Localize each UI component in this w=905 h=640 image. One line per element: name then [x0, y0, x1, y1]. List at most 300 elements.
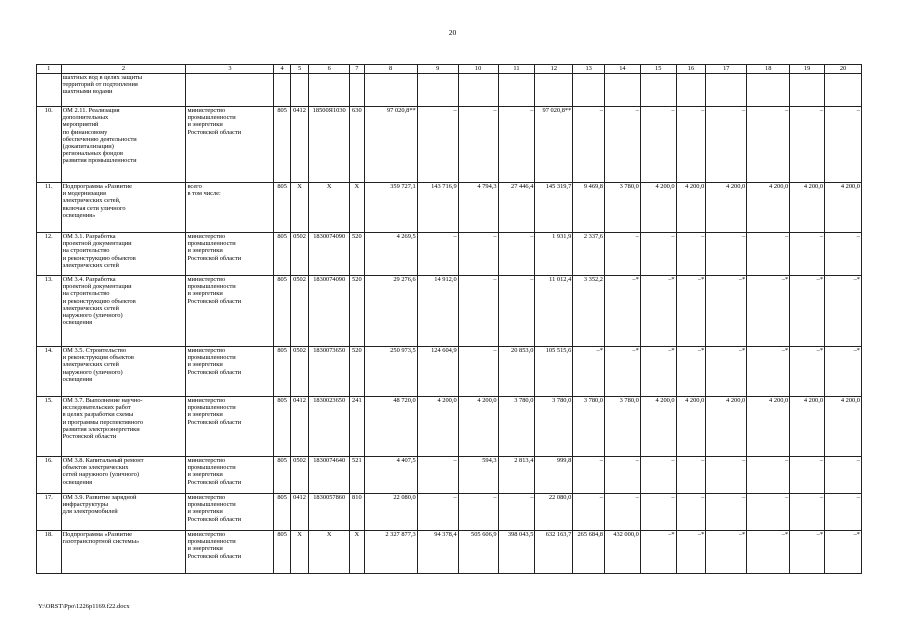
measure-name-line: и программы перспективного [62, 418, 144, 426]
column-number: 12 [535, 65, 573, 74]
executor-line: министерство [187, 494, 226, 501]
amount-cell [364, 74, 417, 107]
amount-cell: 1 931,9 [535, 233, 573, 276]
table-row [37, 494, 862, 531]
amount-cell: – [458, 494, 498, 531]
amount-cell: 4 200,0 [706, 397, 747, 457]
amount-cell: 94 378,4 [417, 531, 458, 574]
measure-name-line: газотранспортной системы» [62, 538, 140, 546]
amount-cell: – [605, 457, 641, 494]
amount-cell: –* [676, 347, 706, 397]
amount-cell: 4 200,0 [706, 183, 747, 233]
amount-cell: – [676, 494, 706, 531]
amount-cell: – [676, 107, 706, 183]
amount-cell: 4 407,5 [364, 457, 417, 494]
amount-cell: 505 606,9 [458, 531, 498, 574]
amount-cell: 22 080,0 [535, 494, 573, 531]
amount-cell: 265 684,8 [573, 531, 605, 574]
amount-cell: – [706, 494, 747, 531]
grbs-code-cell: 805 [274, 233, 290, 276]
executor-line: Ростовской области [187, 515, 242, 523]
amount-cell: 4 200,0 [825, 397, 862, 457]
executor-line: и энергетики [187, 545, 223, 553]
page-number: 20 [448, 28, 457, 37]
measure-name-line: ОМ 3.8. Капитальный ремонт [62, 457, 144, 464]
row-number-cell: 12. [37, 233, 62, 276]
amount-cell: – [676, 233, 706, 276]
amount-cell [790, 74, 825, 107]
section-code-cell: 0412 [290, 494, 308, 531]
amount-cell: 4 200,0 [747, 397, 790, 457]
column-number: 19 [790, 65, 825, 74]
executor-line: министерство [187, 397, 226, 404]
amount-cell: 97 020,8** [535, 107, 573, 183]
amount-cell: – [825, 494, 862, 531]
amount-cell: 3 780,0 [535, 397, 573, 457]
file-path-footer: Y:\ORST\Ppo\1226p1169.f22.docx [38, 603, 130, 610]
amount-cell: –* [706, 531, 747, 574]
measure-name-line: Подпрограмма «Развитие [62, 183, 132, 190]
amount-cell: –* [747, 347, 790, 397]
executor-line: Ростовской области [187, 552, 242, 560]
amount-cell: 359 727,1 [364, 183, 417, 233]
expense-type-cell: 520 [350, 276, 364, 347]
amount-cell: 14 912,0 [417, 276, 458, 347]
amount-cell [535, 74, 573, 107]
section-code-cell: 0412 [290, 397, 308, 457]
measure-name-cell [61, 276, 186, 347]
measure-name-line: по финансовому [62, 128, 108, 136]
measure-name-line: освещения» [62, 211, 96, 219]
amount-cell: –* [676, 531, 706, 574]
executor-line: промышленности [187, 114, 236, 122]
expense-type-cell: 810 [350, 494, 364, 531]
measure-name-line: проектной документации [62, 240, 132, 248]
amount-cell: 2 327 877,3 [364, 531, 417, 574]
expense-type-cell [350, 74, 364, 107]
measure-name-cell [61, 494, 186, 531]
measure-name-line: (докапитализации) [62, 143, 114, 151]
target-article-cell: 1830023650 [309, 397, 350, 457]
amount-cell: 2 337,6 [573, 233, 605, 276]
amount-cell: – [573, 494, 605, 531]
amount-cell: – [605, 107, 641, 183]
row-number-cell: 15. [37, 397, 62, 457]
measure-name-line: электрических сетей [62, 304, 119, 312]
measure-name-line: шахтных вод в целях защиты [62, 74, 143, 81]
amount-cell: – [458, 347, 498, 397]
expense-type-cell: X [350, 531, 364, 574]
amount-cell: 27 446,4 [498, 183, 535, 233]
amount-cell: – [790, 233, 825, 276]
executor-line: Ростовской области [187, 254, 242, 262]
executor-line: в том числе: [187, 190, 221, 198]
amount-cell: – [417, 457, 458, 494]
executor-line: Ростовской области [187, 128, 242, 136]
column-number: 15 [640, 65, 676, 74]
executor-line: всего [187, 183, 202, 190]
amount-cell: –* [706, 276, 747, 347]
amount-cell: –* [790, 276, 825, 347]
row-number-cell: 16. [37, 457, 62, 494]
amount-cell: – [706, 457, 747, 494]
amount-cell: 9 469,8 [573, 183, 605, 233]
measure-name-cell [61, 233, 186, 276]
column-number: 6 [309, 65, 350, 74]
expense-type-cell: 520 [350, 347, 364, 397]
amount-cell: 594,3 [458, 457, 498, 494]
executor-line: Ростовской области [187, 297, 242, 305]
amount-cell: 4 794,3 [458, 183, 498, 233]
amount-cell: 398 043,5 [498, 531, 535, 574]
executor-cell [186, 397, 274, 457]
column-number: 13 [573, 65, 605, 74]
executor-cell [186, 494, 274, 531]
executor-cell [186, 107, 274, 183]
executor-cell [186, 74, 274, 107]
measure-name-line: и модернизация [62, 190, 106, 198]
measure-name-line: электрических сетей, [62, 197, 121, 205]
amount-cell: –* [706, 347, 747, 397]
table-row [37, 233, 862, 276]
amount-cell: –* [825, 276, 862, 347]
column-number: 18 [747, 65, 790, 74]
measure-name-line: и реконструкцию объектов [62, 254, 136, 262]
expense-type-cell: 630 [350, 107, 364, 183]
executor-cell [186, 233, 274, 276]
amount-cell: –* [747, 276, 790, 347]
amount-cell: 48 720,0 [364, 397, 417, 457]
amount-cell: 4 200,0 [676, 397, 706, 457]
amount-cell: 632 163,7 [535, 531, 573, 574]
executor-cell [186, 183, 274, 233]
row-number-cell [37, 74, 62, 107]
amount-cell: – [417, 107, 458, 183]
column-number: 9 [417, 65, 458, 74]
amount-cell: – [640, 494, 676, 531]
amount-cell: – [573, 457, 605, 494]
measure-name-cell [61, 397, 186, 457]
measure-name-line: дополнительных [62, 114, 109, 122]
amount-cell: 3 780,0 [605, 397, 641, 457]
executor-line: министерство [187, 347, 226, 354]
amount-cell: – [747, 457, 790, 494]
measure-name-cell [61, 74, 186, 107]
amount-cell [605, 74, 641, 107]
amount-cell: 3 780,0 [498, 397, 535, 457]
measure-name-line: Подпрограмма «Развитие [62, 531, 132, 538]
section-code-cell: 0502 [290, 347, 308, 397]
row-number-cell: 10. [37, 107, 62, 183]
measure-name-line: обеспечению деятельности [62, 135, 137, 143]
measure-name-cell [61, 107, 186, 183]
executor-line: Ростовской области [187, 478, 242, 486]
executor-line: Ростовской области [187, 368, 242, 376]
executor-line: и энергетики [187, 290, 223, 298]
measure-name-line: сетей наружного (уличного) [62, 471, 139, 479]
amount-cell: – [640, 107, 676, 183]
expense-type-cell: 241 [350, 397, 364, 457]
executor-line: министерство [187, 457, 226, 464]
measure-name-line: освещения [62, 478, 93, 486]
budget-table [36, 64, 862, 574]
amount-cell: 250 973,5 [364, 347, 417, 397]
amount-cell: 105 515,6 [535, 347, 573, 397]
column-number: 7 [350, 65, 364, 74]
amount-cell: 97 020,8** [364, 107, 417, 183]
column-number: 20 [825, 65, 862, 74]
executor-cell [186, 531, 274, 574]
amount-cell: – [417, 233, 458, 276]
amount-cell: 4 200,0 [640, 397, 676, 457]
amount-cell: 4 200,0 [458, 397, 498, 457]
executor-line: министерство [187, 233, 226, 240]
row-number-cell: 11. [37, 183, 62, 233]
table-row [37, 183, 862, 233]
amount-cell: – [790, 494, 825, 531]
measure-name-line: наружного (уличного) [62, 312, 123, 320]
executor-line: и энергетики [187, 508, 223, 516]
amount-cell: 4 200,0 [790, 397, 825, 457]
section-code-cell: 0412 [290, 107, 308, 183]
measure-name-line: ОМ 3.5. Строительство [62, 347, 127, 354]
amount-cell: – [706, 233, 747, 276]
measure-name-line: ОМ 3.4. Разработка [62, 276, 116, 283]
executor-line: промышленности [187, 501, 236, 509]
column-number: 5 [290, 65, 308, 74]
row-number-cell: 13. [37, 276, 62, 347]
section-code-cell: 0502 [290, 276, 308, 347]
measure-name-line: ОМ 2.11. Реализация [62, 107, 120, 114]
amount-cell: – [790, 457, 825, 494]
executor-line: и энергетики [187, 411, 223, 419]
amount-cell: 29 276,6 [364, 276, 417, 347]
section-code-cell: 0502 [290, 233, 308, 276]
amount-cell: 4 200,0 [790, 183, 825, 233]
grbs-code-cell: 805 [274, 347, 290, 397]
amount-cell [573, 74, 605, 107]
executor-line: министерство [187, 276, 226, 283]
amount-cell: – [498, 233, 535, 276]
amount-cell: –* [640, 276, 676, 347]
amount-cell: – [498, 494, 535, 531]
target-article-cell: 1830057860 [309, 494, 350, 531]
amount-cell: – [706, 107, 747, 183]
target-article-cell: X [309, 531, 350, 574]
table-row [37, 457, 862, 494]
amount-cell: – [605, 494, 641, 531]
amount-cell: 143 716,9 [417, 183, 458, 233]
column-number: 17 [706, 65, 747, 74]
measure-name-line: Ростовской области [62, 433, 117, 441]
grbs-code-cell: 805 [274, 107, 290, 183]
amount-cell: 124 604,9 [417, 347, 458, 397]
amount-cell: 20 853,0 [498, 347, 535, 397]
amount-cell: – [825, 233, 862, 276]
measure-name-line: территорий от подтопления [62, 81, 138, 89]
amount-cell: –* [605, 347, 641, 397]
column-number: 16 [676, 65, 706, 74]
amount-cell: – [498, 276, 535, 347]
executor-line: промышленности [187, 404, 236, 412]
grbs-code-cell: 805 [274, 531, 290, 574]
measure-name-line: включая сети уличного [62, 204, 126, 212]
measure-name-line: на строительство [62, 290, 110, 298]
grbs-code-cell: 805 [274, 494, 290, 531]
measure-name-line: ОМ 3.9. Развитие зарядной [62, 494, 137, 501]
target-article-cell: 1830074090 [309, 276, 350, 347]
amount-cell: – [825, 107, 862, 183]
section-code-cell: X [290, 183, 308, 233]
amount-cell: –* [747, 531, 790, 574]
amount-cell: 22 080,0 [364, 494, 417, 531]
target-article-cell: X [309, 183, 350, 233]
amount-cell: – [640, 457, 676, 494]
target-article-cell: 1830073650 [309, 347, 350, 397]
amount-cell: – [825, 457, 862, 494]
measure-name-line: развития электроэнергетики [62, 425, 140, 433]
amount-cell: 4 200,0 [417, 397, 458, 457]
amount-cell: –* [640, 347, 676, 397]
amount-cell: – [458, 233, 498, 276]
executor-line: и энергетики [187, 121, 223, 129]
column-number: 14 [605, 65, 641, 74]
executor-cell [186, 347, 274, 397]
column-number: 3 [186, 65, 274, 74]
column-number: 10 [458, 65, 498, 74]
measure-name-cell [61, 347, 186, 397]
executor-cell [186, 457, 274, 494]
expense-type-cell: 521 [350, 457, 364, 494]
amount-cell: – [573, 107, 605, 183]
column-number: 1 [37, 65, 62, 74]
amount-cell: 145 319,7 [535, 183, 573, 233]
amount-cell [640, 74, 676, 107]
target-article-cell: 1830074640 [309, 457, 350, 494]
column-number-row [37, 65, 862, 74]
measure-name-line: проектной документации [62, 283, 132, 291]
amount-cell: 4 200,0 [640, 183, 676, 233]
amount-cell [458, 74, 498, 107]
amount-cell: 2 813,4 [498, 457, 535, 494]
amount-cell [706, 74, 747, 107]
amount-cell: – [747, 107, 790, 183]
amount-cell: – [605, 233, 641, 276]
measure-name-line: наружного (уличного) [62, 368, 123, 376]
amount-cell: 11 012,4 [535, 276, 573, 347]
table-row [37, 397, 862, 457]
section-code-cell: X [290, 531, 308, 574]
amount-cell: 4 200,0 [747, 183, 790, 233]
amount-cell: 3 780,0 [605, 183, 641, 233]
amount-cell: –* [790, 531, 825, 574]
executor-cell [186, 276, 274, 347]
row-number-cell: 17. [37, 494, 62, 531]
column-number: 2 [61, 65, 186, 74]
table-row [37, 531, 862, 574]
measure-name-line: региональных фондов [62, 150, 123, 158]
amount-cell: 3 352,2 [573, 276, 605, 347]
table-row [37, 74, 862, 107]
amount-cell: –* [640, 531, 676, 574]
grbs-code-cell: 805 [274, 183, 290, 233]
measure-name-line: исследовательских работ [62, 404, 131, 412]
column-number: 11 [498, 65, 535, 74]
measure-name-line: ОМ 3.7. Выполнение научно- [62, 397, 143, 404]
measure-name-line: ОМ 3.1. Разработка [62, 233, 116, 240]
table-row [37, 276, 862, 347]
grbs-code-cell: 805 [274, 276, 290, 347]
row-number-cell: 18. [37, 531, 62, 574]
measure-name-line: объектов электрических [62, 464, 129, 472]
grbs-code-cell: 805 [274, 457, 290, 494]
measure-name-line: инфраструктуры [62, 501, 109, 509]
amount-cell: – [747, 494, 790, 531]
executor-line: промышленности [187, 538, 236, 546]
expense-type-cell: 520 [350, 233, 364, 276]
measure-name-line: электрических сетей [62, 361, 119, 369]
section-code-cell: 0502 [290, 457, 308, 494]
executor-line: промышленности [187, 283, 236, 291]
amount-cell [417, 74, 458, 107]
amount-cell: 4 269,5 [364, 233, 417, 276]
measure-name-line: мероприятий [62, 121, 99, 129]
amount-cell: 999,8 [535, 457, 573, 494]
executor-line: Ростовской области [187, 418, 242, 426]
executor-line: и энергетики [187, 471, 223, 479]
target-article-cell: 18500Я1030 [309, 107, 350, 183]
measure-name-cell [61, 531, 186, 574]
executor-line: промышленности [187, 240, 236, 248]
amount-cell: – [676, 457, 706, 494]
measure-name-line: на строительство [62, 247, 110, 255]
target-article-cell [309, 74, 350, 107]
amount-cell: – [747, 233, 790, 276]
amount-cell: 432 000,0 [605, 531, 641, 574]
amount-cell: – [417, 494, 458, 531]
grbs-code-cell: 805 [274, 397, 290, 457]
measure-name-line: и реконструкция объектов [62, 354, 134, 362]
measure-name-line: для электромобилей [62, 508, 118, 516]
measure-name-cell [61, 183, 186, 233]
amount-cell: 4 200,0 [676, 183, 706, 233]
amount-cell [747, 74, 790, 107]
amount-cell: –* [676, 276, 706, 347]
amount-cell: – [458, 107, 498, 183]
executor-line: и энергетики [187, 247, 223, 255]
measure-name-line: освещения [62, 319, 93, 327]
grbs-code-cell [274, 74, 290, 107]
amount-cell: – [640, 233, 676, 276]
column-number: 8 [364, 65, 417, 74]
column-number: 4 [274, 65, 290, 74]
measure-name-cell [61, 457, 186, 494]
executor-line: министерство [187, 531, 226, 538]
amount-cell: – [498, 107, 535, 183]
table-row [37, 347, 862, 397]
row-number-cell: 14. [37, 347, 62, 397]
section-code-cell [290, 74, 308, 107]
amount-cell: –* [825, 531, 862, 574]
executor-line: министерство [187, 107, 226, 114]
amount-cell [498, 74, 535, 107]
measure-name-line: шахтными водами [62, 88, 113, 96]
amount-cell: – [458, 276, 498, 347]
measure-name-line: развития промышленности [62, 157, 137, 165]
amount-cell [676, 74, 706, 107]
measure-name-line: и реконструкцию объектов [62, 297, 136, 305]
amount-cell: –* [605, 276, 641, 347]
